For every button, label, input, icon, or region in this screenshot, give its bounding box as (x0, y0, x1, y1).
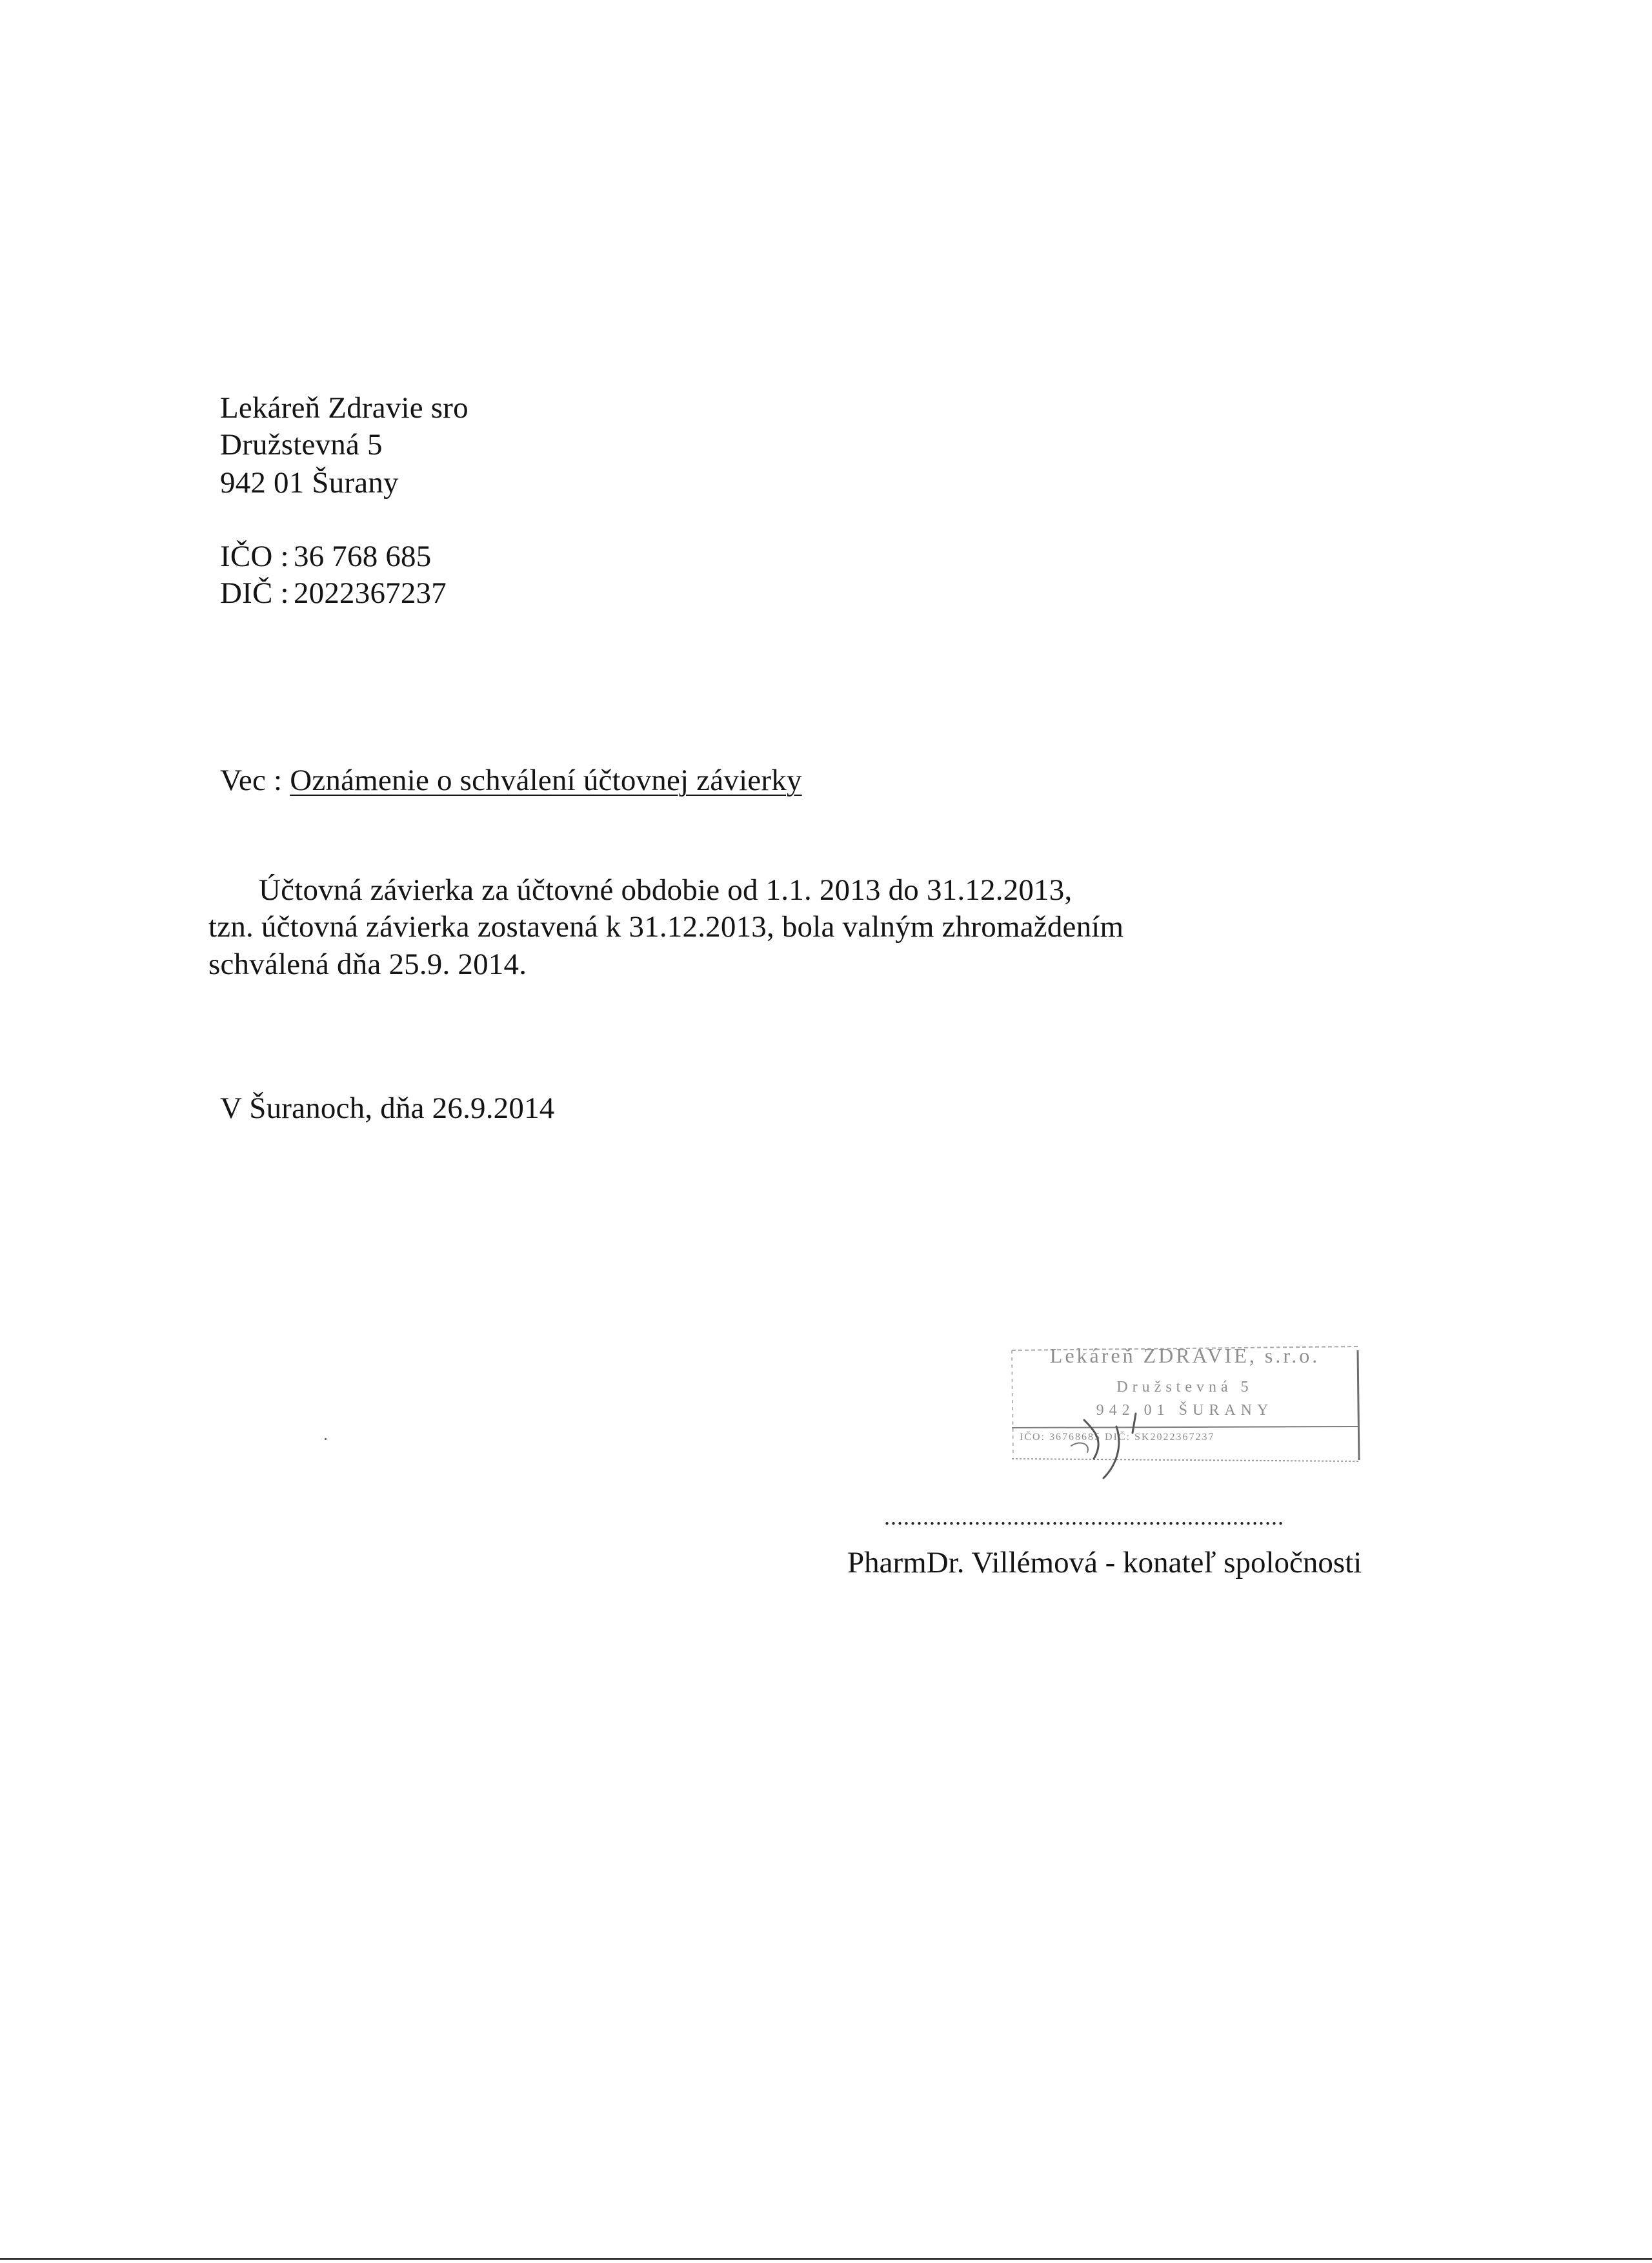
ico-row (220, 538, 431, 575)
stamp-line-2: Družstevná 5 (1116, 1379, 1253, 1395)
ico-value: 36 768 685 (293, 540, 432, 573)
dic-label: DIČ : (220, 576, 289, 610)
subject-line (220, 762, 802, 799)
body-line-2: tzn. účtovná závierka zostavená k 31.12.2013, bola valným zhromaždením (208, 910, 1124, 944)
sender-city: 942 01 Šurany (220, 466, 399, 500)
stamp-line-1: Lekáreň ZDRAVIE, s.r.o. (1049, 1344, 1320, 1367)
body-line-3: schválená dňa 25.9. 2014. (208, 948, 527, 981)
handwritten-signature (1058, 1407, 1168, 1485)
scan-edge-line (0, 2258, 1652, 2260)
ico-label: IČO : (220, 540, 289, 573)
stamp-line-4: IČO: 36768685 DIČ: SK2022367237 (1020, 1432, 1215, 1443)
signature-dotted-line: .............................................................. (884, 1504, 1284, 1530)
place-date: V Šuranoch, dňa 26.9.2014 (220, 1091, 555, 1125)
stamp-line-3: 942 01 ŠURANY (1096, 1402, 1274, 1419)
dic-row (220, 574, 447, 612)
sender-street: Družstevná 5 (220, 428, 383, 462)
body-line-1: Účtovná závierka za účtovné obdobie od 1.1. 2013 do 31.12.2013, (259, 873, 1073, 907)
subject-text: Oznámenie o schválení účtovnej závierky (290, 764, 802, 797)
dic-value: 2022367237 (293, 576, 447, 610)
signer-name: PharmDr. Villémová - konateľ spoločnosti (847, 1546, 1362, 1579)
scan-speck (325, 1438, 327, 1440)
sender-company: Lekáreň Zdravie sro (220, 391, 468, 425)
subject-label: Vec : (220, 764, 290, 797)
